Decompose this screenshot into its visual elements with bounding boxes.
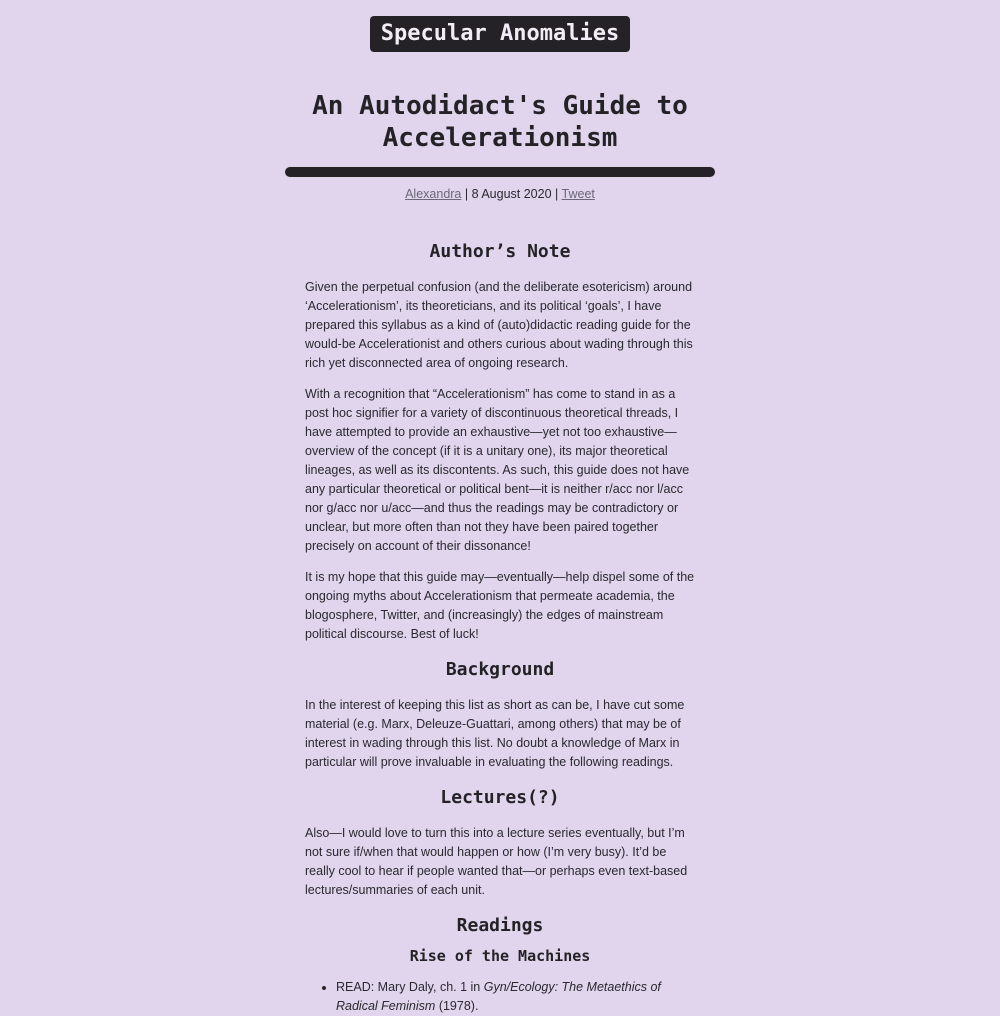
reading-suffix: (1978). — [435, 999, 479, 1013]
paragraph: Given the perpetual confusion (and the deliberate esotericism) around ‘Accelerationism’, its theoreticians, and its political ‘goals’, I have prepared this syllabus as a kind of (auto)didactic reading guide for the would-be Accelerationist and others curious about wading through this rich yet disconnected area of ongoing research. — [305, 280, 693, 370]
section-heading: Lectures(?) — [440, 787, 560, 808]
paragraph: With a recognition that “Accelerationism” has come to stand in as a post hoc signifier for a variety of discontinuous theoretical threads, I have attempted to provide an exhaustive—yet not too exhaustive—overview of the concept (if it is a unitary one), its major theoretical lineages, as well as its discontents. As such, this guide does not have any particular theoretical or political bent—it is neither r/acc nor l/acc nor g/acc nor u/acc—and thus the readings may be contradictory or unclear, but more often than not they have been paired together precisely on account of their dissonance! — [305, 387, 690, 553]
author-link[interactable]: Alexandra — [405, 187, 462, 201]
paragraph: Also—I would love to turn this into a lecture series eventually, but I’m not sure if/when that would happen or how (I’m very busy). It’d be really cool to hear if people wanted that—or perhaps even text-based lectures/summaries of each unit. — [305, 826, 688, 897]
paragraph: In the interest of keeping this list as short as can be, I have cut some material (e.g. Marx, Deleuze-Guattari, among others) that may be of interest in wading through this list. No doubt a knowledge of Marx in particular will prove invaluable in evaluating the following readings. — [305, 698, 685, 769]
section-readings — [305, 912, 695, 1016]
section-heading: Readings — [456, 915, 544, 936]
section-heading: Background — [445, 659, 555, 680]
section-lectures — [305, 784, 695, 900]
section-background — [305, 656, 695, 772]
section-heading: Author’s Note — [429, 241, 571, 262]
section-authors-note — [305, 238, 695, 644]
site-title-link[interactable]: Specular Anomalies — [370, 16, 630, 52]
reading-title: Gyn/Ecology: The Metaethics of Radical Feminism — [336, 980, 661, 1013]
reading-prefix: READ: Mary Daly, ch. 1 in — [336, 980, 484, 994]
byline-separator: | — [555, 187, 559, 201]
title-divider — [285, 167, 715, 177]
reading-item — [336, 978, 695, 1016]
post-title: An Autodidact's Guide to Accelerationism — [312, 91, 688, 153]
paragraph: It is my hope that this guide may—eventually—help dispel some of the ongoing myths about Accelerationism that permeate academia, the blogosphere, Twitter, and (increasingly) the edges of mainstream political discourse. Best of luck! — [305, 570, 695, 641]
post-content — [305, 238, 695, 1016]
site-header — [0, 16, 1000, 52]
unit-heading: Rise of the Machines — [409, 947, 591, 965]
post-byline — [0, 185, 1000, 203]
reading-list — [305, 978, 695, 1016]
tweet-link[interactable]: Tweet — [561, 187, 595, 201]
post-date: 8 August 2020 — [471, 187, 552, 201]
byline-separator: | — [464, 187, 469, 201]
